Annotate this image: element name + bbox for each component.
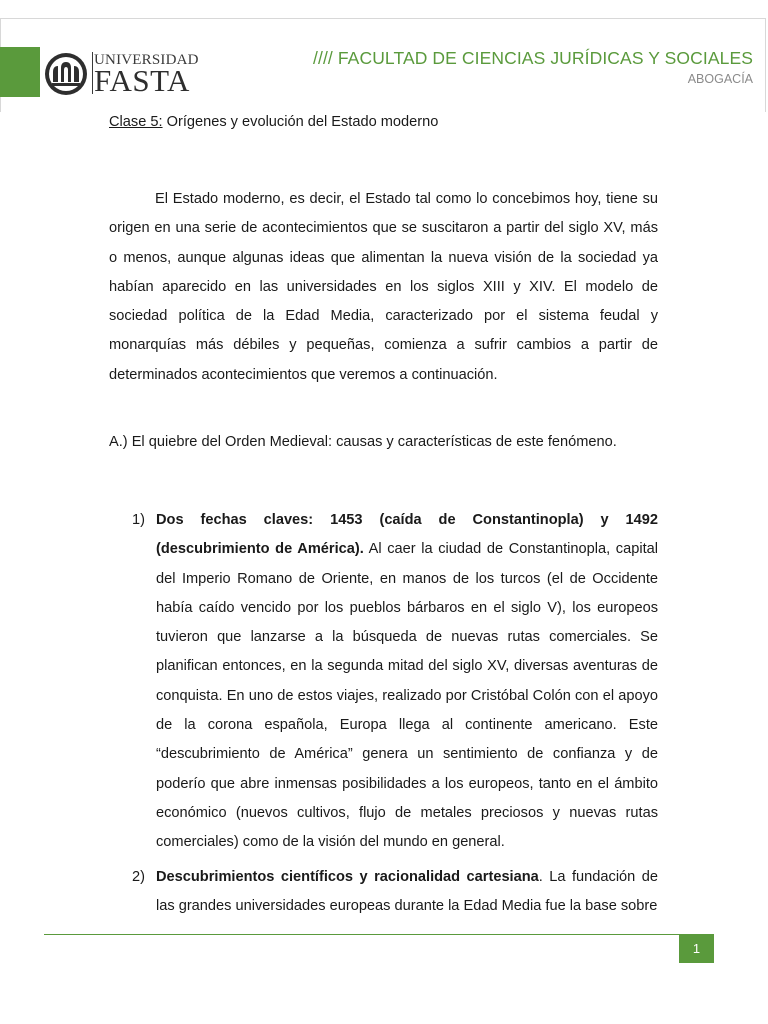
list-item-text: . La fundación de las grandes universidades europeas durante la Edad Media fue la base sobre: [156, 869, 658, 915]
class-label: Clase 5:: [109, 114, 163, 130]
logo-text-universidad: UNIVERSIDAD: [94, 52, 199, 68]
university-logo: [44, 51, 199, 98]
faculty-title: //// FACULTAD DE CIENCIAS JURÍDICAS Y SOCIALES: [313, 48, 753, 68]
university-emblem-icon: [44, 52, 88, 96]
list-item-number: 2): [132, 869, 145, 885]
section-a-heading: A.) El quiebre del Orden Medieval: causas y características de este fenómeno.: [109, 434, 617, 450]
list-item-bold-lead: Descubrimientos científicos y racionalidad cartesiana: [156, 869, 539, 885]
list-item-number: 1): [132, 512, 145, 528]
list-item: [109, 863, 658, 922]
list-item-body: [156, 863, 658, 922]
list-item-body: [156, 506, 658, 858]
career-label: ABOGACÍA: [687, 72, 753, 86]
list-item-text: Al caer la ciudad de Constantinopla, capital del Imperio Romano de Oriente, en manos de los turcos (el de Occidente había caído vencido por los pueblos bárbaros en el siglo V), los europeos tuvieron que lanzarse a la búsqueda de nuevas rutas comerciales. Se planifican entonces, en la segunda mitad del siglo XV, diversas aventuras de conquista. En uno de estos viajes, realizado por Cristóbal Colón con el apoyo de la corona española, Europa llega al continente americano. Este “descubrimiento de América” genera un sentimiento de confianza y de poderío que abre inmensas posibilidades a los europeos, tanto en el ámbito económico (nuevos cultivos, flujo de metales preciosos y nuevas rutas comerciales) como de la visión del mundo en general.: [156, 541, 658, 851]
page-header: [0, 0, 768, 112]
list-item-bold-lead: Dos fechas claves: 1453 (caída de Constantinopla) y 1492 (descubrimiento de América).: [156, 512, 658, 558]
list-item: [109, 506, 658, 858]
class-heading: [109, 114, 438, 130]
intro-paragraph: El Estado moderno, es decir, el Estado tal como lo concebimos hoy, tiene su origen en una serie de acontecimientos que se suscitaron a partir del siglo XV, más o menos, aunque algunas ideas que alimentan la nueva visión de la sociedad ya habían aparecido en las universidades en los siglos XIII y XIV. El modelo de sociedad política de la Edad Media, caracterizado por el sistema feudal y monarquías más débiles y pequeñas, comienza a sufrir cambios a partir de determinados acontecimientos que veremos a continuación.: [109, 191, 658, 383]
class-title-text: Orígenes y evolución del Estado moderno: [162, 114, 439, 130]
page-number: 1: [679, 935, 714, 963]
footer-divider: [44, 934, 714, 935]
logo-text-fasta: FASTA: [94, 63, 190, 98]
logo-divider: [92, 52, 93, 94]
header-accent-block: [0, 47, 40, 97]
